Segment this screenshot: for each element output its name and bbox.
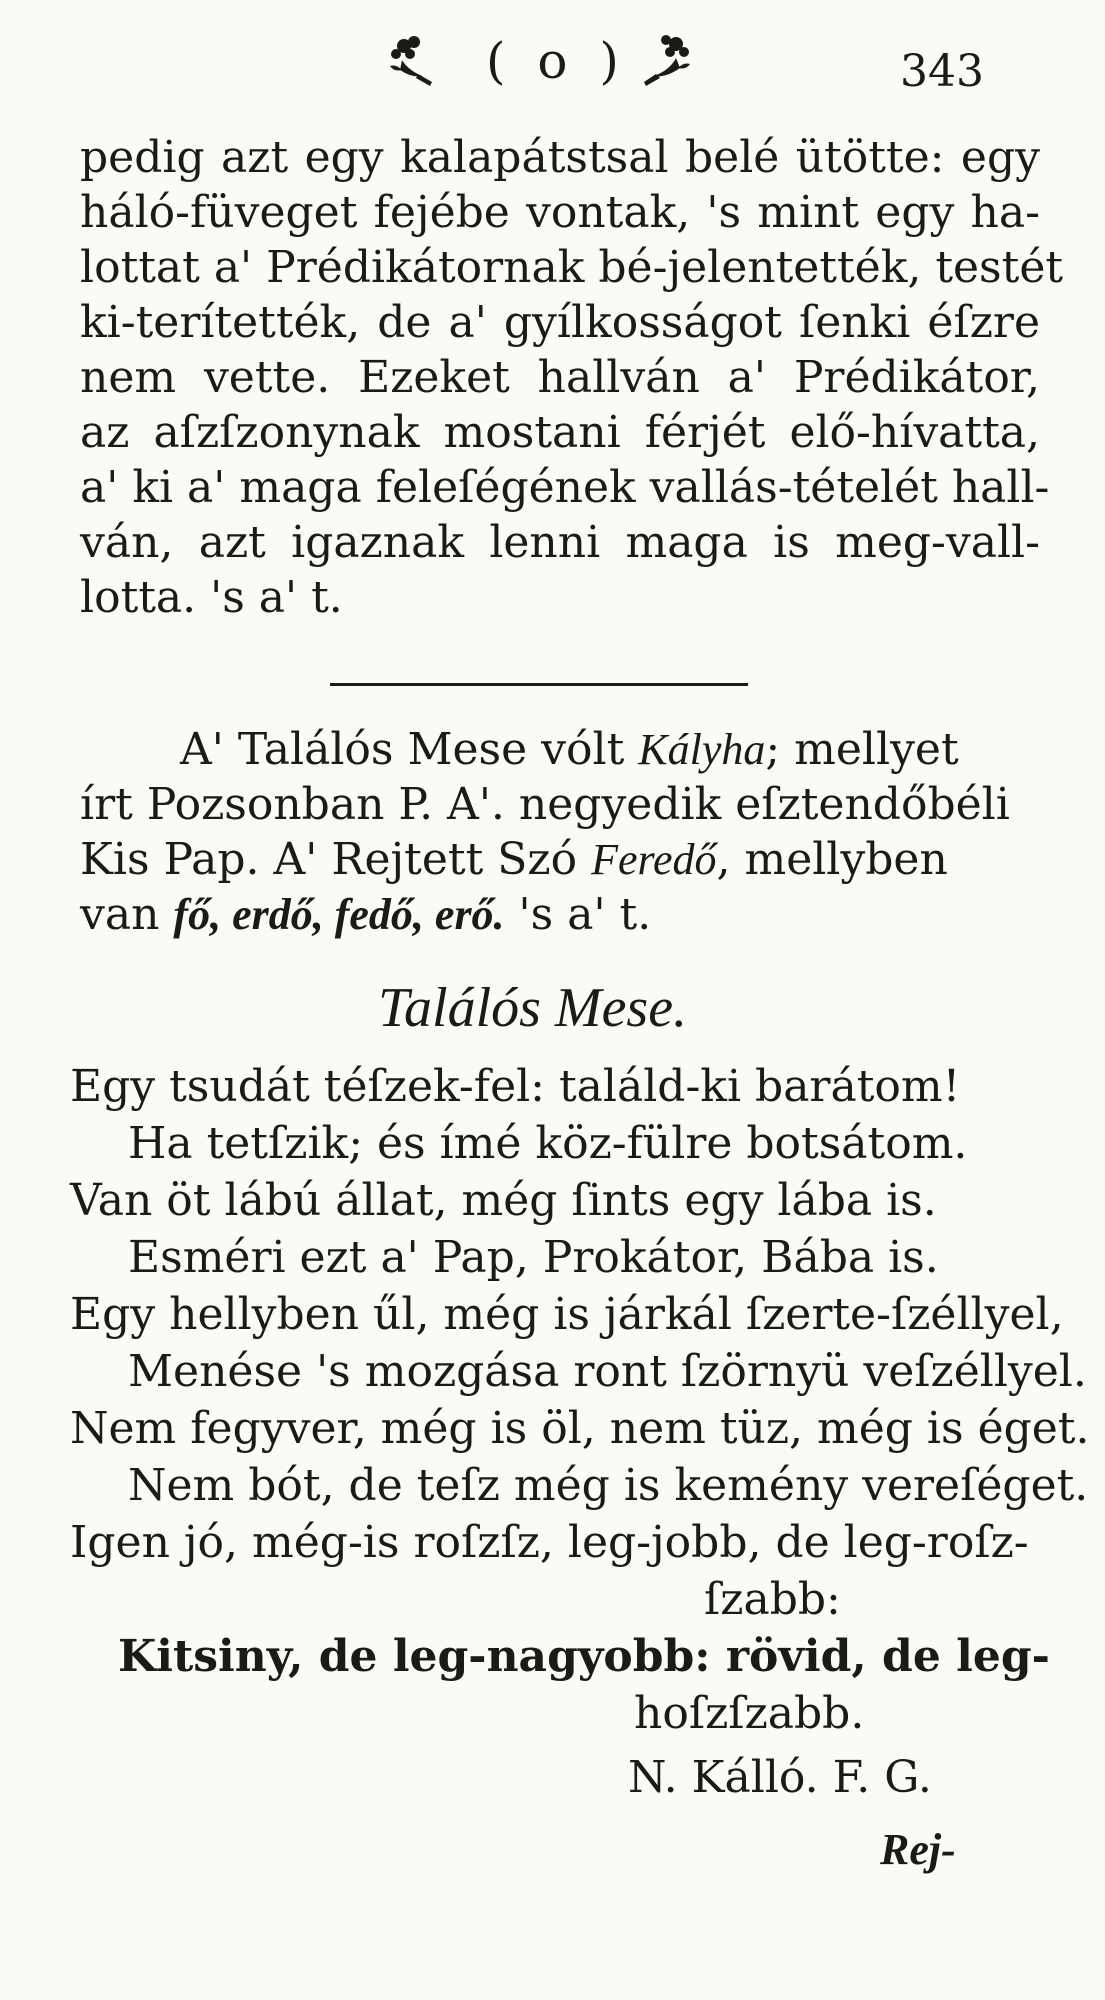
poem-line: Egy tsudát téſzek-fel: találd-ki barátom! xyxy=(70,1061,961,1112)
poem-line: Menése 's mozgása ront ſzörnyü veſzéllyel. xyxy=(128,1346,1087,1397)
poem-line: Ha tetſzik; és ímé köz-fülre botsátom. xyxy=(128,1118,968,1169)
solution-text: A' Találós Mese vólt xyxy=(180,724,639,775)
section-divider xyxy=(330,683,748,686)
prose-line: ki-terítették, de a' gyílkosságot ſenki éſzre xyxy=(80,297,1040,348)
solution-line xyxy=(80,832,948,887)
prose-line: az aſzſzonynak mostani férjét elő-hívatta, xyxy=(80,407,1040,458)
left-flower-ornament-icon xyxy=(382,30,438,90)
poem-line: Van öt lábú állat, még ſints egy lába is. xyxy=(70,1175,937,1226)
poem-line: Egy hellyben űl, még is járkál ſzerte-ſzéllyel, xyxy=(70,1289,1064,1340)
solution-line: írt Pozsonban P. A'. negyedik eſztendőbéli xyxy=(80,779,1010,830)
solution-line xyxy=(80,887,651,942)
answer-word-feredo: Feredő xyxy=(591,835,717,884)
poem-line: Esméri ezt a' Pap, Prokátor, Bába is. xyxy=(128,1232,939,1283)
solution-text: Kis Pap. A' Rejtett Szó xyxy=(80,834,592,885)
riddle-title: Találós Mese. xyxy=(378,977,688,1039)
signature: N. Kálló. F. G. xyxy=(628,1752,932,1803)
solution-text: 's a' t. xyxy=(504,889,652,940)
prose-line: háló-füveget fejébe vontak, 's mint egy ha- xyxy=(80,187,1040,238)
solution-text: van xyxy=(80,889,174,940)
poem-line: Igen jó, még-is roſzſz, leg-jobb, de leg-roſz- xyxy=(70,1517,1029,1568)
prose-line: ván, azt igaznak lenni maga is meg-vall- xyxy=(80,517,1040,568)
prose-line: lottat a' Prédikátornak bé-jelentették, testét xyxy=(80,242,1064,293)
answer-word-kalyha: Kályha xyxy=(638,725,766,774)
page-number: 343 xyxy=(900,46,984,97)
page-header xyxy=(0,30,1105,110)
page-marker: ( o ) xyxy=(486,32,627,90)
poem-line: hoſzſzabb. xyxy=(634,1688,865,1739)
prose-line: pedig azt egy kalapátstsal belé ütötte: egy xyxy=(80,132,1040,183)
prose-line: a' ki a' maga feleſégének vallás-tételét hall- xyxy=(80,462,1050,513)
solution-text: , mellyben xyxy=(716,834,948,885)
poem-line: Nem fegyver, még is öl, nem tüz, még is éget. xyxy=(70,1403,1090,1454)
prose-line: lotta. 's a' t. xyxy=(80,572,343,623)
right-flower-ornament-icon xyxy=(640,30,700,90)
prose-line: nem vette. Ezeket hallván a' Prédikátor, xyxy=(80,352,1040,403)
poem-line: ſzabb: xyxy=(704,1574,841,1625)
poem-line: Kitsiny, de leg-nagyobb: rövid, de leg- xyxy=(118,1631,1050,1682)
catchword: Rej- xyxy=(880,1825,956,1874)
hidden-words: fő, erdő, fedő, erő. xyxy=(173,890,505,939)
poem-line: Nem bót, de teſz még is kemény vereſéget. xyxy=(128,1460,1089,1511)
solution-text: ; mellyet xyxy=(765,724,959,775)
solution-line xyxy=(180,722,959,777)
